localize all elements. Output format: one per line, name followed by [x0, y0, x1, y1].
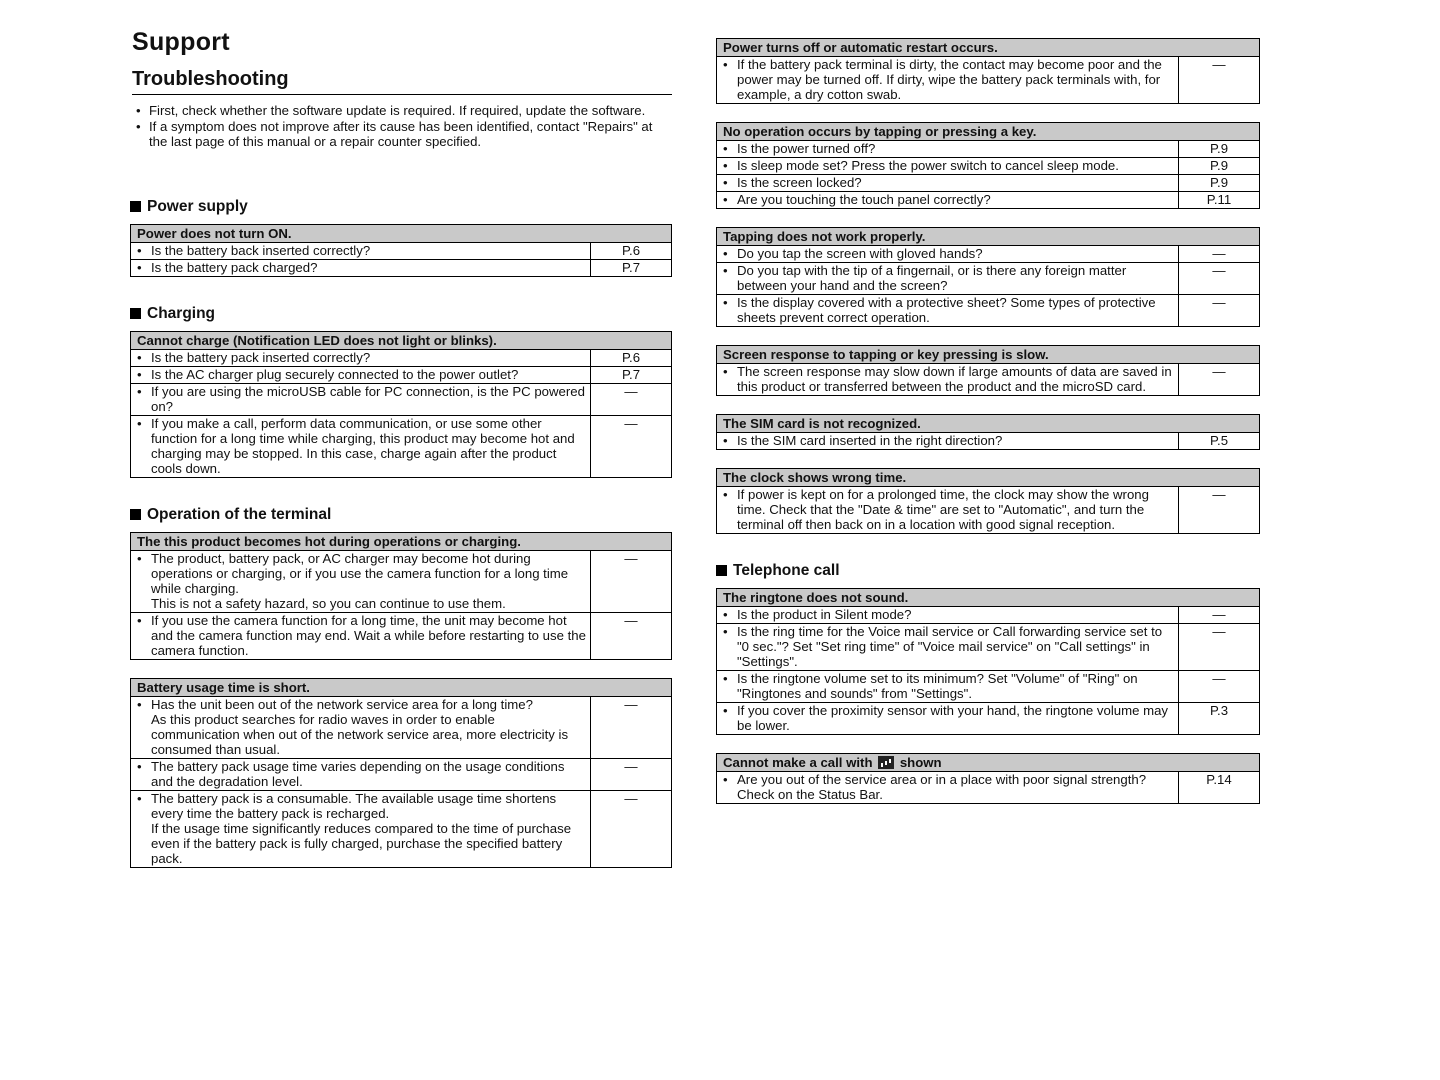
table-row — [717, 175, 1260, 192]
table-row — [131, 367, 672, 384]
check-item: • Is the battery pack inserted correctly? — [131, 350, 591, 367]
table-row — [717, 192, 1260, 209]
page-reference: — — [591, 791, 672, 868]
spacer — [130, 295, 672, 305]
check-item: • Is the ringtone volume set to its minimum? Set "Volume" of "Ring" on "Ringtones and sounds" from "Settings". — [717, 671, 1179, 703]
square-bullet-icon — [130, 201, 141, 212]
troubleshooting-table — [716, 38, 1260, 104]
no-signal-icon — [878, 756, 894, 769]
check-item: • If you use the camera function for a long time, the unit may become hot and the camera function may end. Wait a while before restarting to use the camera function. — [131, 613, 591, 660]
spacer — [130, 496, 672, 506]
left-column — [130, 198, 672, 896]
page-reference: — — [1179, 57, 1260, 104]
table-row — [717, 433, 1260, 450]
table-row — [131, 416, 672, 478]
page-reference: — — [1179, 487, 1260, 534]
troubleshooting-table — [130, 331, 672, 478]
page-reference: — — [1179, 263, 1260, 295]
check-item: • The battery pack is a consumable. The available usage time shortens every time the battery pack is recharged. If the usage time significantly reduces compared to the time of purchase even if the battery pack is fully charged, purchase the specified battery pack. — [131, 791, 591, 868]
spacer — [130, 886, 672, 896]
square-bullet-icon — [716, 565, 727, 576]
page-reference: — — [1179, 671, 1260, 703]
page-reference: P.3 — [1179, 703, 1260, 735]
section-heading — [130, 305, 672, 323]
table-row — [717, 772, 1260, 804]
table-row — [717, 246, 1260, 263]
table-row — [717, 263, 1260, 295]
table-row — [717, 141, 1260, 158]
check-item: • Is the product in Silent mode? — [717, 607, 1179, 624]
check-item: • If you are using the microUSB cable for PC connection, is the PC powered on? — [131, 384, 591, 416]
table-row — [717, 158, 1260, 175]
check-item: • Is the SIM card inserted in the right direction? — [717, 433, 1179, 450]
check-item: • Is the screen locked? — [717, 175, 1179, 192]
page-reference: P.9 — [1179, 141, 1260, 158]
page-reference: P.6 — [591, 243, 672, 260]
symptom-title: Screen response to tapping or key pressing is slow. — [717, 346, 1260, 364]
spacer — [716, 822, 1260, 832]
page-reference: P.7 — [591, 260, 672, 277]
section-heading — [130, 506, 672, 524]
table-row — [131, 791, 672, 868]
troubleshooting-table — [130, 532, 672, 660]
page-reference: — — [591, 613, 672, 660]
square-bullet-icon — [130, 308, 141, 319]
section-title: Troubleshooting — [132, 68, 672, 95]
symptom-title: The SIM card is not recognized. — [717, 415, 1260, 433]
page-reference: P.14 — [1179, 772, 1260, 804]
check-item: • Do you tap the screen with gloved hands? — [717, 246, 1179, 263]
check-item: • If you cover the proximity sensor with your hand, the ringtone volume may be lower. — [717, 703, 1179, 735]
check-item: • The battery pack usage time varies depending on the usage conditions and the degradation level. — [131, 759, 591, 791]
table-row — [131, 384, 672, 416]
symptom-title: No operation occurs by tapping or pressing a key. — [717, 123, 1260, 141]
table-row — [131, 350, 672, 367]
page-reference: — — [1179, 246, 1260, 263]
symptom-title: Cannot charge (Notification LED does not light or blinks). — [131, 332, 672, 350]
intro-list — [132, 103, 672, 150]
symptom-title-part: shown — [899, 755, 942, 770]
troubleshooting-table — [716, 588, 1260, 735]
table-row — [717, 295, 1260, 327]
table-row — [717, 624, 1260, 671]
symptom-title — [717, 754, 1260, 772]
intro-item: • First, check whether the software update is required. If required, update the software. — [132, 103, 672, 119]
check-item: • Is sleep mode set? Press the power switch to cancel sleep mode. — [717, 158, 1179, 175]
page-reference: P.9 — [1179, 158, 1260, 175]
check-item: • If power is kept on for a prolonged time, the clock may show the wrong time. Check that the "Date & time" are set to "Automatic", and turn the terminal off then back on in a location with good signal reception. — [717, 487, 1179, 534]
table-row — [717, 671, 1260, 703]
page-reference: — — [591, 697, 672, 759]
check-item: • Is the power turned off? — [717, 141, 1179, 158]
symptom-title: Battery usage time is short. — [131, 679, 672, 697]
table-row — [131, 551, 672, 613]
page-reference: — — [1179, 624, 1260, 671]
symptom-title: The this product becomes hot during operations or charging. — [131, 533, 672, 551]
section-heading — [130, 198, 672, 216]
table-row — [717, 607, 1260, 624]
section-heading — [716, 562, 1260, 580]
page-reference: P.9 — [1179, 175, 1260, 192]
page-reference: — — [591, 551, 672, 613]
symptom-title-part: Cannot make a call with — [723, 755, 873, 770]
symptom-title: Power does not turn ON. — [131, 225, 672, 243]
check-item: • Do you tap with the tip of a fingernail, or is there any foreign matter between your hand and the screen? — [717, 263, 1179, 295]
page-reference: — — [591, 416, 672, 478]
section-heading-label: Operation of the terminal — [147, 506, 332, 523]
table-row — [131, 759, 672, 791]
table-row — [131, 697, 672, 759]
table-row — [717, 487, 1260, 534]
symptom-title: Power turns off or automatic restart occurs. — [717, 39, 1260, 57]
page-reference: P.5 — [1179, 433, 1260, 450]
table-row — [131, 260, 672, 277]
check-item: • Is the ring time for the Voice mail service or Call forwarding service set to "0 sec."? Set "Set ring time" of "Voice mail service" on "Call settings" in "Settings". — [717, 624, 1179, 671]
check-item: • Is the display covered with a protective sheet? Some types of protective sheets prevent correct operation. — [717, 295, 1179, 327]
check-item: • Are you out of the service area or in a place with poor signal strength? Check on the Status Bar. — [717, 772, 1179, 804]
check-item: • Has the unit been out of the network service area for a long time? As this product searches for radio waves in order to enable communication when out of the network service area, more electricity is consumed than usual. — [131, 697, 591, 759]
symptom-title: Tapping does not work properly. — [717, 228, 1260, 246]
table-row — [717, 703, 1260, 735]
intro-item: • If a symptom does not improve after its cause has been identified, contact "Repairs" at the last page of this manual or a repair counter specified. — [132, 119, 672, 150]
check-item: • Is the AC charger plug securely connected to the power outlet? — [131, 367, 591, 384]
section-heading-label: Telephone call — [733, 562, 840, 579]
page-title: Support — [132, 28, 230, 56]
troubleshooting-table — [716, 122, 1260, 209]
page-reference: P.11 — [1179, 192, 1260, 209]
troubleshooting-table — [130, 678, 672, 868]
troubleshooting-table — [716, 227, 1260, 327]
troubleshooting-table — [716, 753, 1260, 804]
troubleshooting-table — [716, 345, 1260, 396]
page-reference: — — [591, 759, 672, 791]
spacer — [716, 552, 1260, 562]
page-reference: — — [1179, 607, 1260, 624]
check-item: • The screen response may slow down if large amounts of data are saved in this product or transferred between the product and the microSD card. — [717, 364, 1179, 396]
check-item: • Are you touching the touch panel correctly? — [717, 192, 1179, 209]
symptom-title: The clock shows wrong time. — [717, 469, 1260, 487]
page-reference: — — [1179, 364, 1260, 396]
page-reference: — — [591, 384, 672, 416]
check-item: • Is the battery back inserted correctly? — [131, 243, 591, 260]
table-row — [131, 243, 672, 260]
troubleshooting-table — [716, 468, 1260, 534]
check-item: • If you make a call, perform data communication, or use some other function for a long time while charging, this product may become hot and charging may be stopped. In this case, charge again after the product cools down. — [131, 416, 591, 478]
right-column — [716, 38, 1260, 832]
check-item: • The product, battery pack, or AC charger may become hot during operations or charging, or if you use the camera function for a long time while charging. This is not a safety hazard, so you can continue to use them. — [131, 551, 591, 613]
page-reference: P.6 — [591, 350, 672, 367]
check-item: • If the battery pack terminal is dirty, the contact may become poor and the power may be turned off. If dirty, wipe the battery pack terminals with, for example, a dry cotton swab. — [717, 57, 1179, 104]
page-reference: P.7 — [591, 367, 672, 384]
troubleshooting-table — [716, 414, 1260, 450]
symptom-title: The ringtone does not sound. — [717, 589, 1260, 607]
section-heading-label: Power supply — [147, 198, 248, 215]
page-reference: — — [1179, 295, 1260, 327]
check-item: • Is the battery pack charged? — [131, 260, 591, 277]
table-row — [131, 613, 672, 660]
section-heading-label: Charging — [147, 305, 216, 322]
troubleshooting-table — [130, 224, 672, 277]
square-bullet-icon — [130, 509, 141, 520]
table-row — [717, 364, 1260, 396]
table-row — [717, 57, 1260, 104]
